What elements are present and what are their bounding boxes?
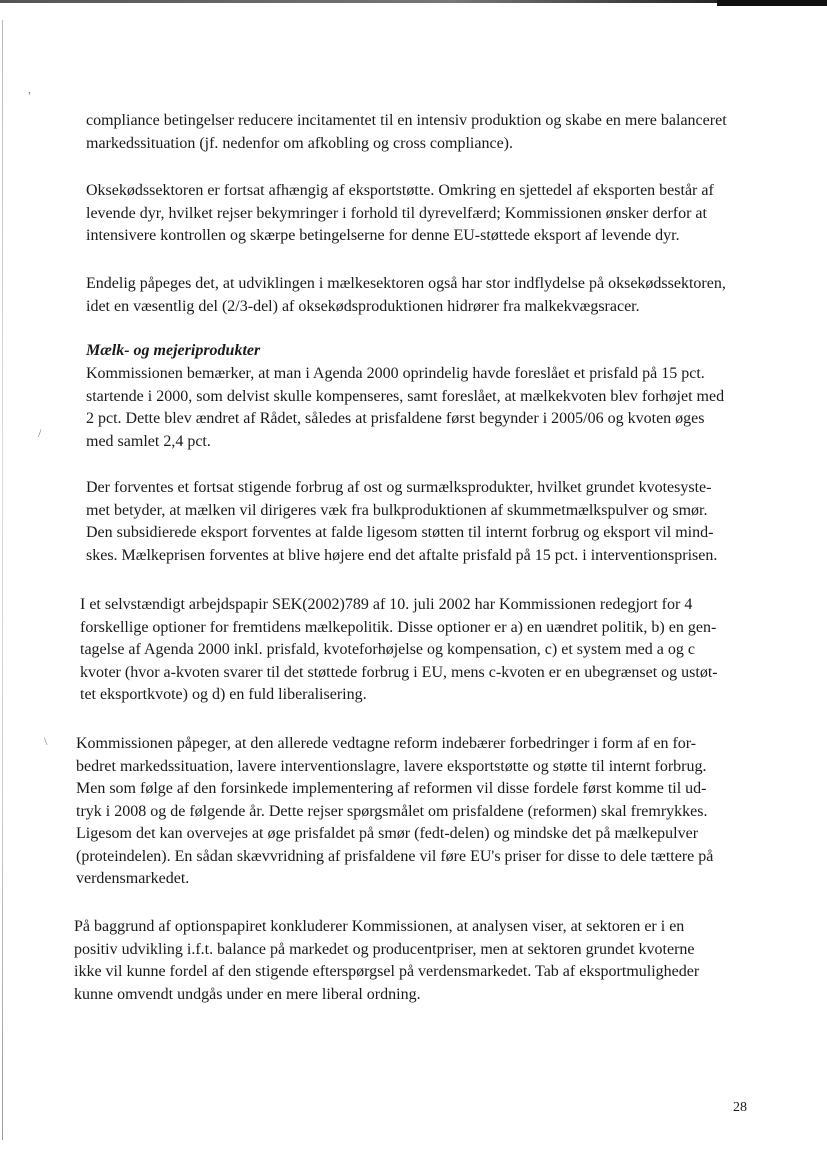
text-line: verdensmarkedet. (76, 870, 190, 887)
text-line: compliance betingelser reducere incitamentet til en intensiv produktion og skabe en mere balanceret (86, 112, 727, 129)
text-line: kunne omvendt undgås under en mere liberal ordning. (74, 985, 421, 1003)
text-line: Men som følge af den forsinkede implementering af reformen vil disse fordele først komme til ud- (76, 780, 707, 797)
text-line: Oksekødssektoren er fortsat afhængig af eksportstøtte. Omkring en sjettedel af eksporten består af (86, 182, 714, 199)
text-line: 2 pct. Dette blev ændret af Rådet, således at prisfaldene først begynder i 2005/06 og kvoten øges (86, 410, 705, 427)
text-line: startende i 2000, som delvist skulle kompenseres, samt foreslået, at mælkekvoten blev forhøjet med (86, 387, 725, 405)
text-line: Ligesom det kan overvejes at øge prisfaldet på smør (fedt-delen) og mindske det på mælkepulver (76, 825, 699, 842)
text-line: bedret markedssituation, lavere interventionslagre, lavere eksportstøtte og støtte til internt forbrug. (76, 757, 707, 775)
text-line: Endelig påpeges det, at udviklingen i mælkesektoren også har stor indflydelse på oksekødssektoren, (86, 275, 726, 292)
text-line: Der forventes et fortsat stigende forbrug af ost og surmælksprodukter, hvilket grundet kvotesyste- (86, 479, 712, 496)
paragraph-oksekoed (86, 180, 714, 248)
paragraph-compliance (86, 110, 727, 155)
text-line: Den subsidierede eksport forventes at falde ligesom støtten til internt forbrug og eksport vil mind- (86, 524, 714, 541)
scan-speck: \ (44, 734, 48, 748)
paragraph-maelkesektor (86, 273, 726, 318)
text-line: forskellige optioner for fremtidens mælkepolitik. Disse optioner er a) en uændret politik, b) en gen- (80, 618, 717, 636)
scan-top-border (0, 0, 827, 3)
text-line: tagelse af Agenda 2000 inkl. prisfald, kvoteforhøjelse og kompensation, c) et system med a og c (80, 641, 695, 658)
text-line: (proteindelen). En sådan skævvridning af prisfaldene vil føre EU's priser for disse to dele tættere på (76, 847, 714, 865)
scan-left-edge (2, 20, 3, 1140)
text-line: Kommissionen påpeger, at den allerede vedtagne reform indebærer forbedringer i form af en for- (76, 735, 697, 752)
text-line: idet en væsentlig del (2/3-del) af oksekødsproduktionen hidrører fra malkekvægsracer. (86, 297, 640, 315)
scan-speck: , (28, 82, 31, 96)
text-line: markedssituation (jf. nedenfor om afkobling og cross compliance). (86, 134, 513, 152)
text-line: levende dyr, hvilket rejser bekymringer i forhold til dyrevelfærd; Kommissionen ønsker derfor at (86, 204, 707, 222)
scan-speck: / (38, 426, 42, 440)
text-line: I et selvstændigt arbejdspapir SEK(2002)789 af 10. juli 2002 har Kommissionen redegjort for 4 (80, 596, 693, 613)
paragraph-arbejdspapir (80, 594, 718, 707)
paragraph-konklusion (74, 916, 699, 1006)
text-line: tet eksportkvote) og d) en fuld liberalisering. (80, 686, 367, 703)
text-line: tryk i 2008 og de følgende år. Dette rejser spørgsmålet om prisfaldene (reformen) skal fremrykkes. (76, 802, 708, 820)
text-line: intensivere kontrollen og skærpe betingelserne for denne EU-støttede eksport af levende dyr. (86, 227, 680, 244)
text-line: Kommissionen bemærker, at man i Agenda 2000 oprindelig havde foreslået et prisfald på 15 pct. (86, 365, 705, 382)
paragraph-reform (76, 733, 713, 891)
text-line: skes. Mælkeprisen forventes at blive højere end det aftalte prisfald på 15 pct. i interventionsprisen. (86, 546, 718, 564)
paragraph-forbrug (86, 477, 717, 567)
text-line: med samlet 2,4 pct. (86, 432, 211, 450)
text-line: met betyder, at mælken vil dirigeres væk fra bulkproduktionen af skummetmælkspulver og smør. (86, 501, 708, 519)
scan-top-border-thick (717, 0, 827, 6)
section-heading: Mælk- og mejeriprodukter (86, 342, 261, 359)
text-line: kvoter (hvor a-kvoten svarer til det støttede forbrug i EU, mens c-kvoten er en ubegrænset og ustøt- (80, 663, 718, 681)
page-number: 28 (733, 1100, 747, 1115)
text-line: positiv udvikling i.f.t. balance på markedet og producentpriser, men at sektoren grundet kvoterne (74, 940, 695, 958)
paragraph-agenda-2000 (86, 363, 724, 453)
text-line: På baggrund af optionspapiret konkluderer Kommissionen, at analysen viser, at sektoren er i en (74, 918, 685, 935)
text-line: ikke vil kunne fordel af den stigende efterspørgsel på verdensmarkedet. Tab af eksportmuligheder (74, 963, 700, 980)
